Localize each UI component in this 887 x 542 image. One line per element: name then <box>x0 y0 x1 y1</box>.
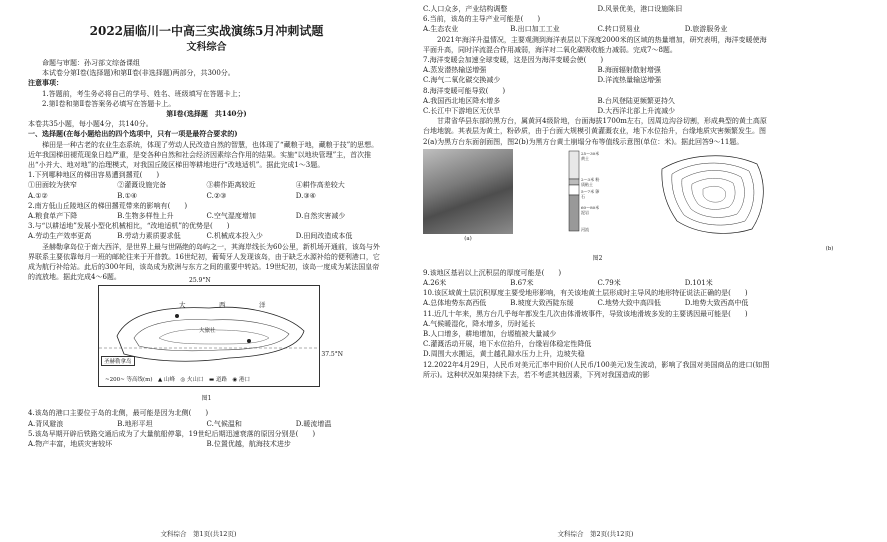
question-stem: 5.该岛早期开辟后铁路交通后成为了大量航船停靠，19世纪后期迅速衰落的原因分别是( ) <box>28 429 316 438</box>
map-label: 大 <box>179 301 186 310</box>
notice-title: 注意事项： <box>28 78 63 88</box>
passage: 梯田是一种古老的农业生态系统，体现了劳动人民改造自然的智慧，也体现了“藏粮于地，藏粮于技”的思想。近年我国梯田褪荒现象日趋严重，是变各种自然和社会经济因素综合作用的结果。实施“以地块管理”主，首次推出“小并大、地对地”的治理模式，对我国丘陵区梯田等耕地进行“改地适机”。据此完成1～3题。 <box>28 140 379 170</box>
option: A.总体地势东高西低 <box>423 299 487 308</box>
question-options <box>28 439 385 449</box>
option: C.灌溉活动开展，地下水位抬升，台缘岩体稳定性降低 <box>423 340 592 349</box>
option: ②灌溉设施完备 <box>117 181 167 190</box>
option: C.②③ <box>206 191 227 200</box>
option: C.地势大致中高四低 <box>597 299 661 308</box>
question-stem: 12.2022年4月29日，人民币对美元汇率中间价(人民币/100美元)发生波动，影响了我国对美国商品的进口(如图所示)。这种状况如果持续下去，若不考虑其他因素，下列对我国造成的影 <box>423 360 770 379</box>
option: C.人口众多，产业结构调整 <box>423 5 508 13</box>
figure-caption: 图1 <box>201 395 212 403</box>
notice-line: 2.第Ⅰ卷和第Ⅱ卷答案务必填写在答题卡上。 <box>42 99 176 108</box>
option: B.海面辐射散射增强 <box>597 66 661 75</box>
passage: 2021年海洋升温情况，主要观测到海洋表层以下深度2000米的区域的热量增加，研究表明，海洋变暖使海平面升高，同时洋流混合作用减弱，海洋对二氧化碳吸收能力减弱。完成7～8题。 <box>423 35 767 54</box>
question-options <box>423 65 772 85</box>
strata-label: 河流 <box>581 226 589 232</box>
option: C.长江中下游地区无伏旱 <box>423 107 501 116</box>
page-footer: 文科综合 第2页(共12页) <box>557 530 634 538</box>
question-stem: 11.近几十年来，黑方台几乎每年都发生几次由体滑坡事件，导致该地滑坡多发的主要诱因最可能是( ) <box>423 309 748 318</box>
option: C.空气湿度增加 <box>206 212 256 221</box>
contour-lines <box>657 149 772 241</box>
right-column <box>423 4 834 380</box>
question-stem: 7.海洋变暖会加速全球变暖，这是因为海洋变暖会使( ) <box>423 56 604 65</box>
option: D.大西洋北部上升流减少 <box>597 107 676 116</box>
contour-map <box>657 149 834 252</box>
question-options <box>28 231 385 241</box>
question-options <box>423 4 772 14</box>
option: B.台风登陆更频繁更持久 <box>597 96 675 105</box>
option: A.生态农业 <box>423 25 459 34</box>
option: B.①④ <box>117 191 138 200</box>
option: B.地形平坦 <box>117 419 153 428</box>
intro-text: 本卷共35小题，每小题4分，共140分。 <box>28 120 153 129</box>
question-stem: 3.与“以耕适地”发展小型化机械相比，“改地适机”的优势是( ) <box>28 222 230 231</box>
option: C.机械成本投入少 <box>206 232 263 241</box>
option: ④耕作高差较大 <box>295 181 345 190</box>
strata-profile <box>567 149 603 234</box>
option: D.暖流增温 <box>295 419 332 428</box>
question-options <box>423 96 772 116</box>
map-label: 大旅社 <box>199 328 216 335</box>
sub-caption: (b) <box>825 245 834 252</box>
island-map <box>99 286 319 386</box>
option: B.人口增多，耕地增加，台塬植被大量减少 <box>423 330 557 339</box>
option: D.旅游服务业 <box>684 25 728 34</box>
option: B.生物多样性上升 <box>117 212 174 221</box>
terrace-photo <box>423 149 513 242</box>
option: D.③④ <box>295 191 316 200</box>
option: A.①② <box>28 191 48 200</box>
option: D.田间改造成本低 <box>295 232 353 241</box>
part-heading: 一、选择题(在每小题给出的四个选项中，只有一项是最符合要求的) <box>28 129 238 139</box>
question-options <box>28 211 385 221</box>
island-map-figure <box>98 277 343 387</box>
sub-caption: (a) <box>464 235 472 242</box>
meta-line: 命题与审题：孙习部文综备课组 <box>42 59 140 67</box>
question-options <box>423 24 772 34</box>
option: A.物产丰富，地质灾害较坏 <box>28 440 113 449</box>
option: B.坡度大致西陡东缓 <box>510 299 574 308</box>
left-column <box>28 24 385 449</box>
option: ①田面较为狭窄 <box>28 181 77 190</box>
option: B.劳动力素质要求低 <box>117 232 181 241</box>
map-legend: ~200~ 等高线(m) ▲ 山峰 ◎ 火山口 ▬ 道路 ◉ 港口 <box>105 377 250 384</box>
passage: 甘肃省华县东部的黑方台，属黄河4级阶地，台面海拔1700m左右，因周边沟谷切割，形成典型的黄土高原台地地貌。其表层为黄土，粉砂质，由于台面大规模引黄灌溉农业，地下水位抬升，台缘地质灾害频繁发生。图2(a)为黑方台东面剖面图，图2(b)为黑方台黄土崩塌分布等值线示意图(单位：米)。据此回答9～11题。 <box>423 117 767 146</box>
exam-title: 2022届临川一中高三实战演练5月冲刺试题 <box>89 24 324 38</box>
figure-caption: 图2 <box>592 254 603 262</box>
figure-2 <box>423 149 834 252</box>
option: A.劳动生产效率更高 <box>28 232 92 241</box>
question-stem: 1.下列哪种地区的梯田容易遭到撂荒( ) <box>28 171 160 180</box>
exam-subtitle: 文科综合 <box>186 42 227 53</box>
question-options <box>28 180 385 190</box>
passage: 圣赫勒拿岛位于南大西洋，是世界上最与世隔绝的岛屿之一，其海岸线长为60公里，新机场开通前，该岛与外界联系主要依靠每月一班的邮轮往来于开普敦。16世纪初，葡萄牙人发现该岛，由于缺乏水源补给的便利港口，它成为航行补给站。此后的300年间，该岛成为欧洲与东方之间的重要中转站。19世纪初，该岛一度成为某法国皇帝的流放地。据此完成4～6题。 <box>28 242 380 282</box>
question-stem: 10.该区域黄土层沉积厚度主要受地形影响，有关该地黄土层形成时主导风的地形特征说法正确的是( ) <box>423 289 748 298</box>
option: B.位置优越，航海技术进步 <box>206 440 291 449</box>
option: B.67米 <box>510 279 534 288</box>
option: D.周围大水搬运，黄土越孔隙水压力上升，边坡失稳 <box>423 350 585 359</box>
notice-line: 1.答题前，考生务必将自己的学号、姓名、班级填写在答题卡上； <box>42 89 245 98</box>
option: A.粮食单产下降 <box>28 212 78 221</box>
meta-line: 本试卷分第Ⅰ卷(选择题)和第Ⅱ卷(非选择题)两部分，共300分。 <box>42 69 235 78</box>
page-right <box>397 0 834 542</box>
question-stem: 6.当前，该岛的主导产业可能是( ) <box>423 15 541 24</box>
option: B.出口加工工业 <box>510 25 560 34</box>
option: C.79米 <box>597 279 621 288</box>
strata-label: 2～3米 粉质粘土 <box>581 176 600 187</box>
strata-label: 5～7米 卵石 <box>581 188 600 199</box>
question-options <box>423 278 772 288</box>
question-stem: 9.该地区基岩以上沉积层的厚度可能是( ) <box>423 268 562 277</box>
option: C.海气二氧化碳交换减少 <box>423 76 501 85</box>
option: A.背风避浪 <box>28 419 64 428</box>
page-left <box>0 0 397 542</box>
longitude-label: 37.5°N <box>321 351 343 359</box>
question-options <box>28 419 385 429</box>
answer-options <box>28 191 385 201</box>
strata-label: 25～30米 黄土 <box>581 150 600 161</box>
map-label: 西 <box>219 301 226 310</box>
option: A.我国西北地区降水增多 <box>423 96 501 105</box>
option: C.转口贸易业 <box>597 25 640 34</box>
latitude-label: 25.9°N <box>189 277 211 285</box>
question-stem: 8.海洋变暖可能导致( ) <box>423 86 506 95</box>
option: D.洋流热量输送增强 <box>597 76 662 85</box>
option: A.26米 <box>423 279 447 288</box>
option: C.气候温和 <box>206 419 242 428</box>
option: A.气候暖湿化，降水增多，历时延长 <box>423 319 536 328</box>
option: D.地势大致西高中低 <box>684 299 749 308</box>
option: D.自然灾害减少 <box>295 212 346 221</box>
page-footer: 文科综合 第1页(共12页) <box>160 530 237 538</box>
option: A.蒸发潜热输送增强 <box>423 66 487 75</box>
map-label: 洋 <box>259 301 266 310</box>
question-stem: 4.该岛的港口主要位于岛的北侧，最可能是因为北侧( ) <box>28 409 209 418</box>
section-heading: 第Ⅰ卷(选择题 共140分) <box>166 109 247 119</box>
option: ③耕作距离较近 <box>206 181 256 190</box>
option: D.风景优美，港口设施陈旧 <box>597 5 683 13</box>
strata-label: 60～80米 泥岩 <box>581 204 600 215</box>
option: D.101米 <box>684 279 713 288</box>
question-stem: 2.南方低山丘陵地区的梯田撂荒带来的影响有( ) <box>28 201 188 210</box>
question-options <box>423 298 772 308</box>
map-label: 圣赫勒拿岛 <box>101 356 135 366</box>
